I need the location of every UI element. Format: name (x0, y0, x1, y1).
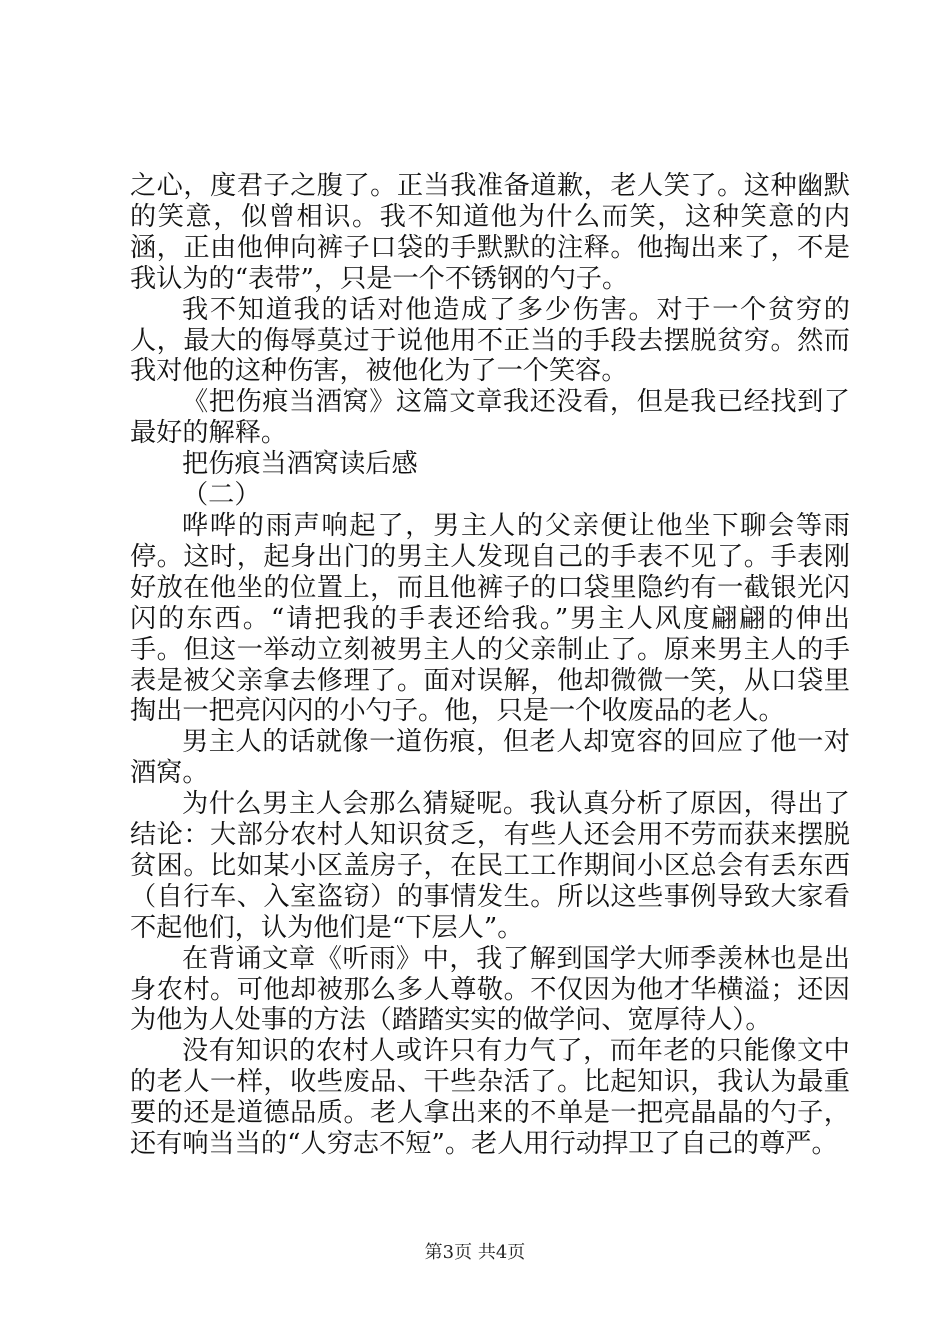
paragraph-6: 哗哗的雨声响起了，男主人的父亲便让他坐下聊会等雨停。这时，起身出门的男主人发现自己的手表不见了。手表刚好放在他坐的位置上，而且他裤子的口袋里隐约有一截银光闪闪的东西。“请把我的手表还给我。”男主人风度翩翩的伸出手。但这一举动立刻被男主人的父亲制止了。原来男主人的手表是被父亲拿去修理了。面对误解，他却微微一笑，从口袋里掏出一把亮闪闪的小勺子。他，只是一个收废品的老人。 (130, 510, 850, 727)
section-number: （二） (182, 480, 261, 511)
paragraph-2: 我不知道我的话对他造成了多少伤害。对于一个贫穷的人，最大的侮辱莫过于说他用不正当的手段去摆脱贫穷。然而我对他的这种伤害，被他化为了一个笑容。 (130, 294, 850, 387)
paragraph-1: 之心，度君子之腹了。正当我准备道歉，老人笑了。这种幽默的笑意，似曾相识。我不知道他为什么而笑，这种笑意的内涵，正由他伸向裤子口袋的手默默的注释。他掏出来了，不是我认为的“表带”，只是一个不锈钢的勺子。 (130, 171, 850, 294)
section-title: 把伤痕当酒窝读后感 (182, 449, 418, 480)
paragraph-7: 男主人的话就像一道伤痕，但老人却宽容的回应了他一对酒窝。 (130, 727, 850, 789)
page-footer (0, 1242, 950, 1264)
paragraph-10: 没有知识的农村人或许只有力气了，而年老的只能像文中的老人一样，收些废品、干些杂活了。比起知识，我认为最重要的还是道德品质。老人拿出来的不单是一把亮晶晶的勺子，还有响当当的“人穷志不短”。老人用行动捍卫了自己的尊严。 (130, 1036, 850, 1160)
paragraph-9: 在背诵文章《听雨》中，我了解到国学大师季羡林也是出身农村。可他却被那么多人尊敬。不仅因为他才华横溢；还因为他为人处事的方法（踏踏实实的做学问、宽厚待人）。 (130, 943, 850, 1036)
page-number-label: 第3页 共4页 (424, 1242, 526, 1263)
paragraph-8: 为什么男主人会那么猜疑呢。我认真分析了原因，得出了结论：大部分农村人知识贫乏，有些人还会用不劳而获来摆脱贫困。比如某小区盖房子，在民工工作期间小区总会有丢东西（自行车、入室盗窃）的事情发生。所以这些事例导致大家看不起他们，认为他们是“下层人”。 (130, 789, 850, 943)
paragraph-3: 《把伤痕当酒窝》这篇文章我还没看，但是我已经找到了最好的解释。 (130, 387, 850, 449)
page-body (130, 171, 850, 1160)
